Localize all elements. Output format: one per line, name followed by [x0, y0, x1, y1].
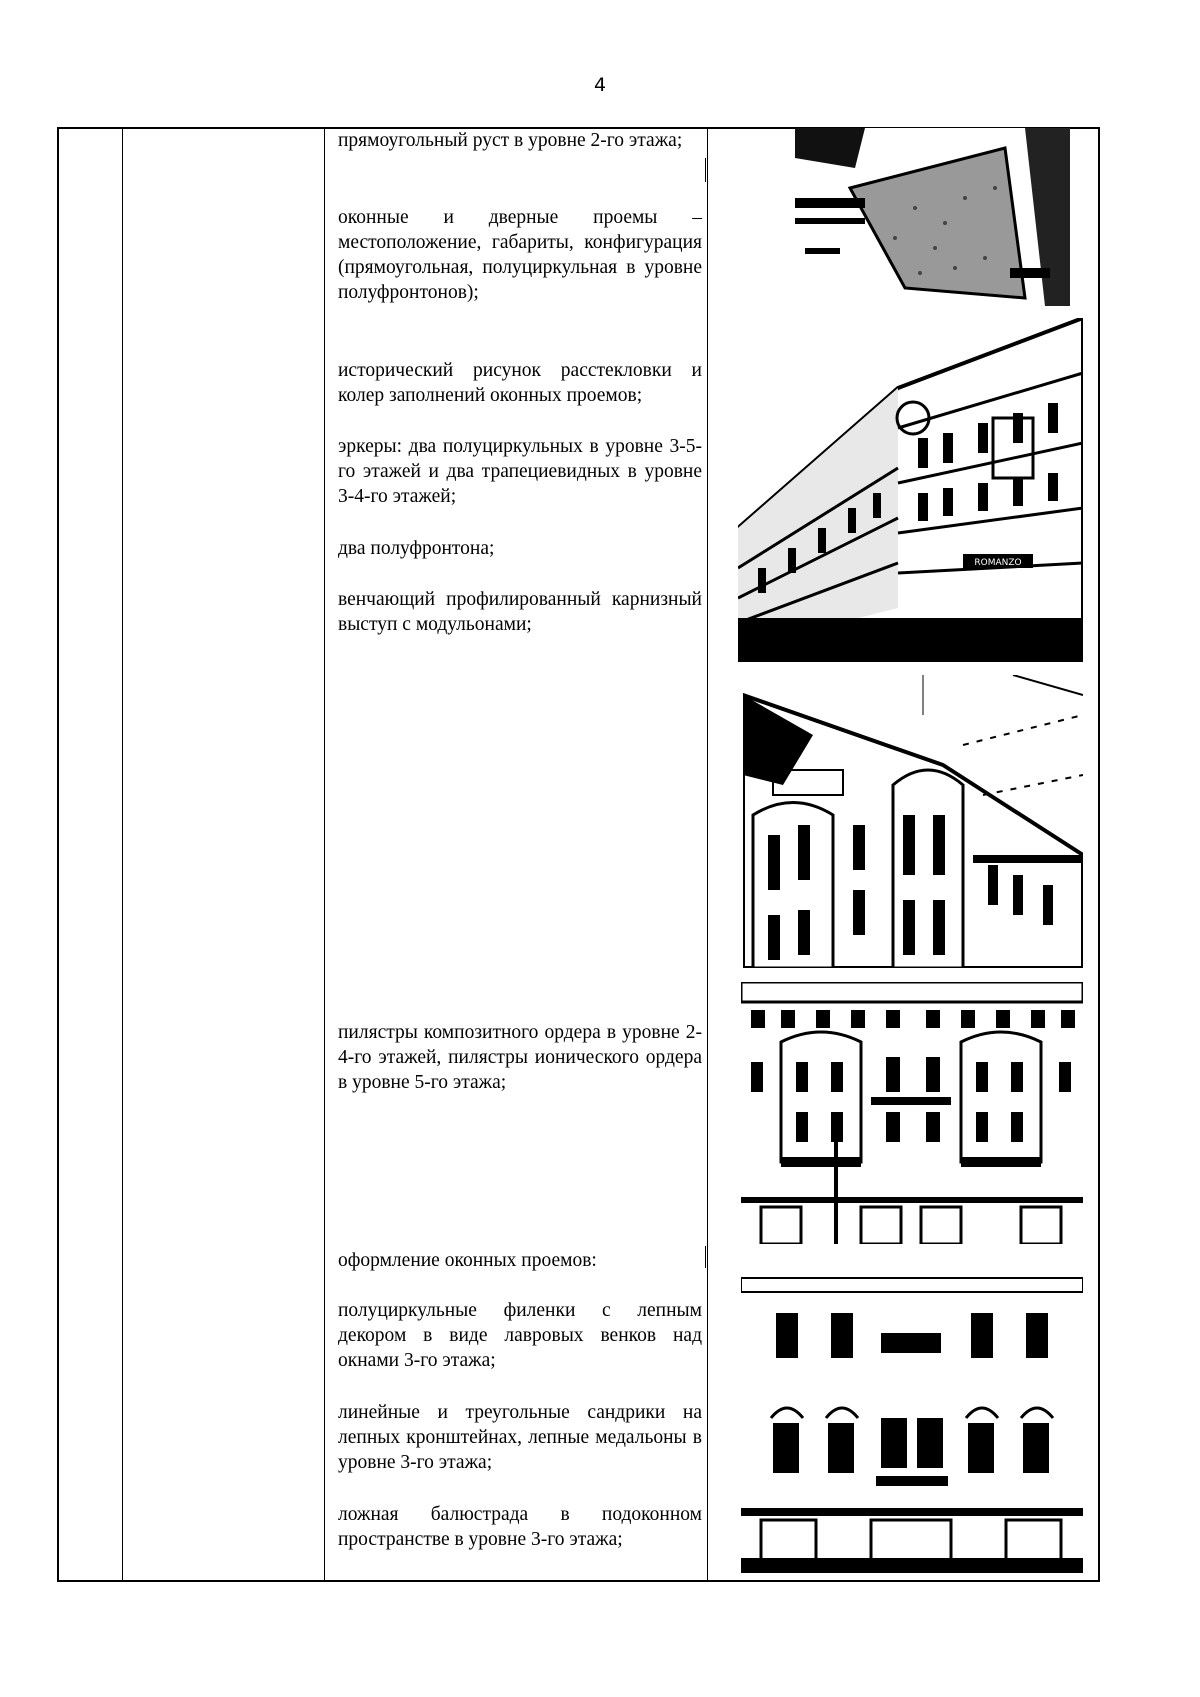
paragraph-sandriks: линейные и треугольные сандрики на лепных кронштейнах, лепные медальоны в уровне 3-го этажа; — [338, 1402, 702, 1473]
paragraph-pilasters: пилястры композитного ордера в уровне 2-4-го этажей, пилястры ионического ордера в уровне 5-го этажа; — [338, 1022, 702, 1093]
facade-photo-pilasters — [741, 982, 1083, 1244]
paragraph-rust: прямоугольный руст в уровне 2-го этажа; — [338, 130, 683, 151]
column-divider-1 — [122, 129, 123, 1580]
paragraph-arched-panels: полуциркульные филенки с лепным декором в виде лавровых венков над окнами 3-го этажа; — [338, 1300, 702, 1371]
facade-photo-bay-windows — [743, 675, 1083, 968]
paragraph-glazing: исторический рисунок расстекловки и колер заполнений оконных проемов; — [338, 360, 702, 406]
shop-sign: ROMANZO — [974, 558, 1022, 568]
paragraph-balustrade: ложная балюстрада в подоконном пространстве в уровне 3-го этажа; — [338, 1504, 702, 1550]
paragraph-openings: оконные и дверные проемы – местоположение, габариты, конфигурация (прямоугольная, полуциркульная в уровне полуфронтонов); — [338, 207, 702, 303]
paragraph-bay-windows: эркеры: два полуциркульных в уровне 3-5-го этажей и два трапециевидных в уровне 3-4-го этажей; — [338, 436, 702, 507]
facade-photo-rust-fragment — [795, 128, 1070, 306]
paragraph-window-decor: оформление оконных проемов: — [338, 1250, 597, 1271]
divider-tick — [705, 158, 706, 182]
paragraph-half-pediments: два полуфронтона; — [338, 538, 495, 559]
divider-tick — [705, 1246, 706, 1268]
column-divider-3 — [707, 129, 708, 1580]
facade-photo-street-view — [738, 318, 1083, 662]
facade-photo-window-decor — [741, 1258, 1083, 1573]
paragraph-cornice: венчающий профилированный карнизный выступ с модульонами; — [338, 589, 702, 635]
column-divider-2 — [324, 129, 325, 1580]
page-number: 4 — [593, 74, 607, 96]
